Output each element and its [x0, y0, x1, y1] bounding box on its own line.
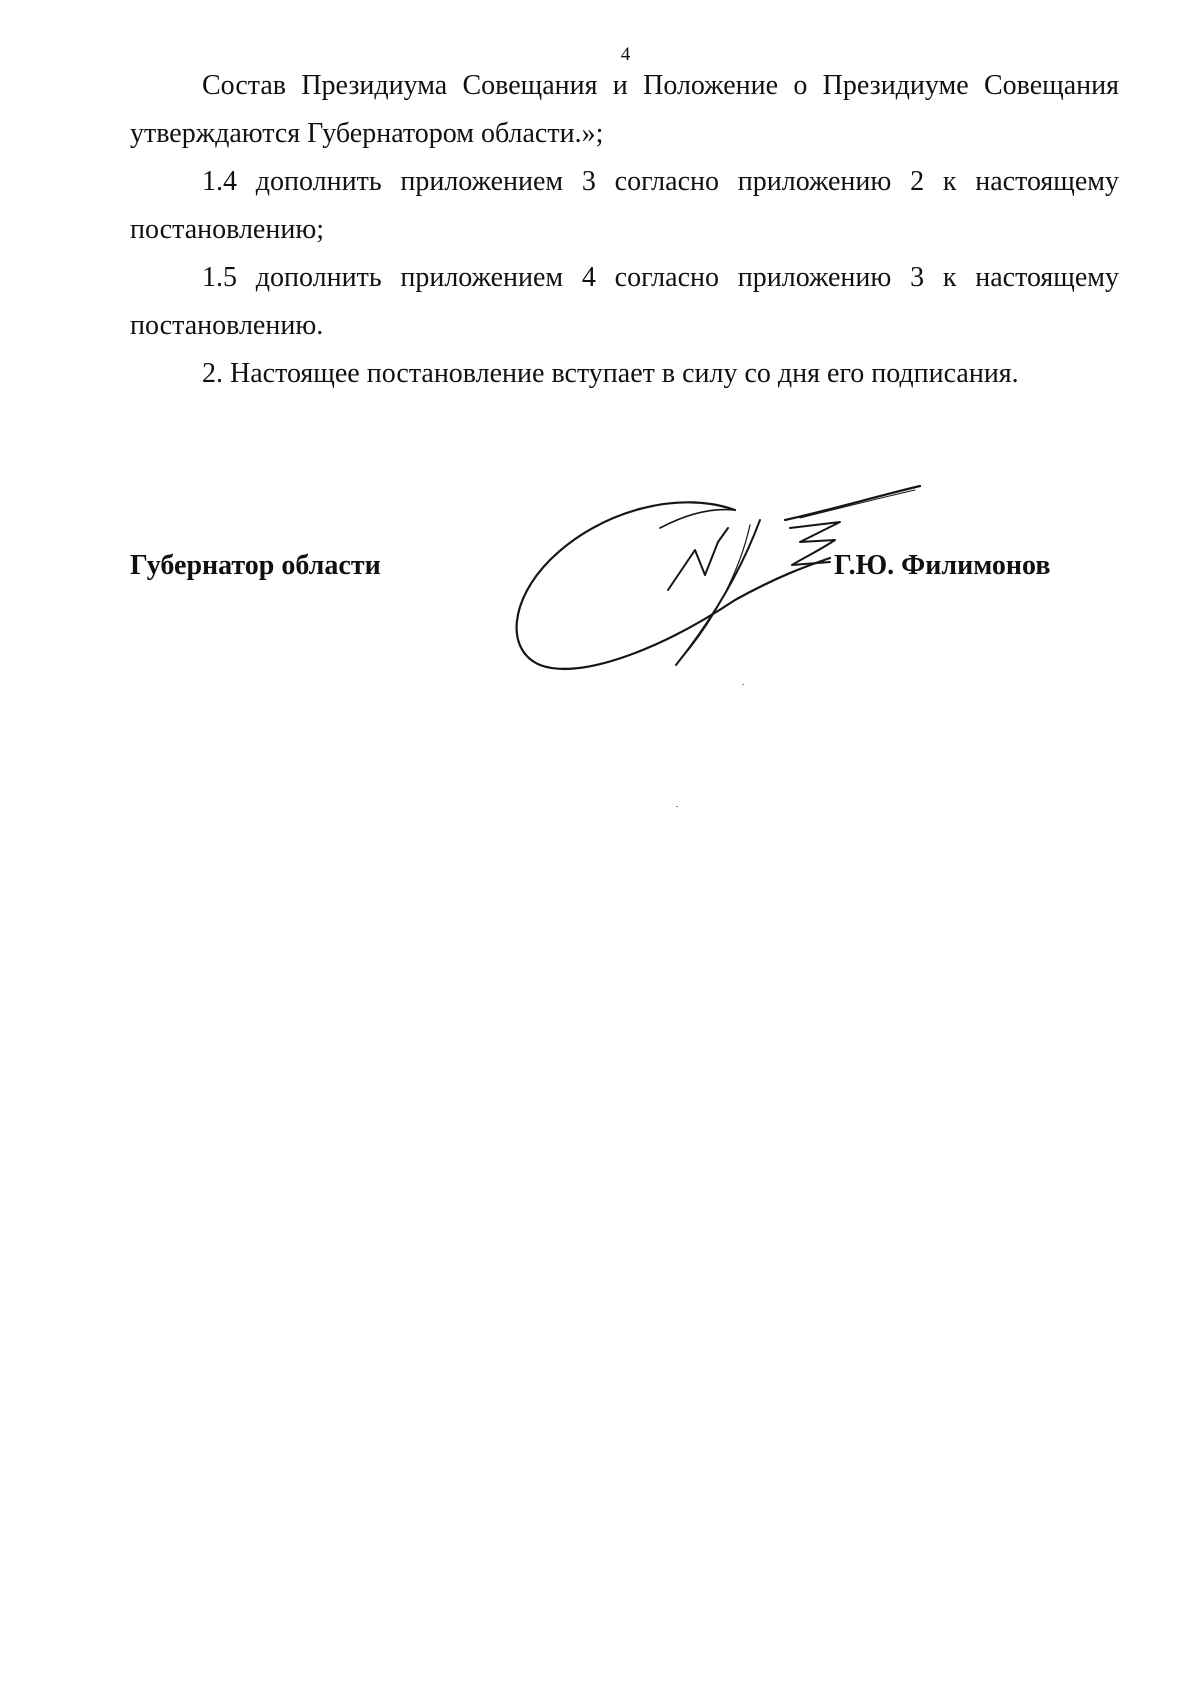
paragraph-item-2: 2. Настоящее постановление вступает в силу со дня его подписания. [202, 358, 1019, 389]
page-number: 4 [620, 44, 631, 65]
scan-speck [676, 806, 678, 807]
scan-speck [742, 684, 744, 685]
paragraph-item-1-4: 1.4 дополнить приложением 3 согласно приложению 2 к настоящему постановлению; [130, 166, 1119, 245]
paragraph-item-1-5: 1.5 дополнить приложением 4 согласно приложению 3 к настоящему постановлению. [130, 262, 1119, 341]
signatory-name: Г.Ю. Филимонов [834, 550, 1051, 581]
signatory-title: Губернатор области [130, 550, 381, 581]
handwritten-signature [500, 480, 940, 690]
paragraph-presidium: Состав Президиума Совещания и Положение о Президиуме Совещания утверждаются Губернатором области.»; [130, 70, 1119, 149]
